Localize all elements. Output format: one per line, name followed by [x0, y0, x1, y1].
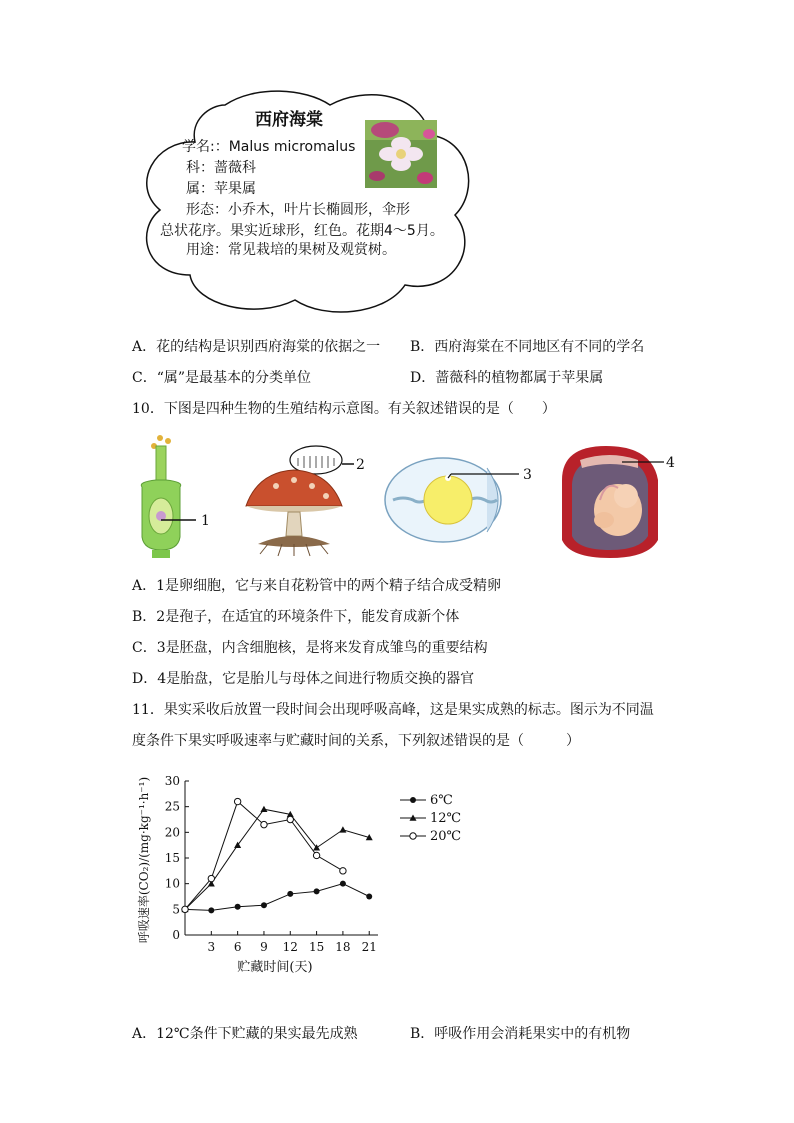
- data-point: [182, 906, 188, 912]
- card-morph-2: 总状花序。果实近球形，红色。花期4～5月。: [160, 223, 444, 239]
- legend-label: 12℃: [430, 811, 462, 826]
- x-tick-label: 21: [361, 940, 377, 954]
- legend-label: 20℃: [430, 829, 462, 844]
- y-tick-label: 30: [164, 774, 180, 788]
- chart-y-label: 呼吸速率(CO₂)/(mg·kg⁻¹·h⁻¹): [137, 776, 151, 944]
- data-point: [366, 894, 372, 900]
- card-genus: 属：苹果属: [186, 181, 256, 197]
- data-point: [261, 902, 267, 908]
- q10-option-b: B．2是孢子，在适宜的环境条件下，能发育成新个体: [132, 609, 460, 625]
- ovary-diagram: [130, 432, 220, 560]
- data-point: [208, 875, 214, 881]
- series-line: [185, 809, 369, 909]
- label-3: 3: [523, 467, 532, 483]
- q11-option-b: B．呼吸作用会消耗果实中的有机物: [410, 1026, 631, 1042]
- chart-x-label: 贮藏时间(天): [237, 960, 313, 975]
- series-2: [182, 798, 346, 912]
- y-tick-label: 15: [164, 851, 180, 865]
- y-tick-label: 20: [164, 825, 180, 840]
- card-morph-1: 形态：小乔木，叶片长椭圆形，伞形: [186, 202, 410, 218]
- label-2: 2: [356, 457, 365, 473]
- y-tick-label: 10: [164, 876, 180, 891]
- q9-option-a: A．花的结构是识别西府海棠的依据之一: [132, 339, 381, 355]
- data-point: [260, 806, 267, 812]
- q9-option-b: B．西府海棠在不同地区有不同的学名: [410, 339, 645, 355]
- x-tick-label: 15: [308, 940, 325, 954]
- data-point: [261, 821, 267, 827]
- data-point: [340, 868, 346, 874]
- data-point: [340, 881, 346, 887]
- egg-diagram: [383, 450, 538, 550]
- q9-option-d: D．蔷薇科的植物都属于苹果属: [410, 370, 604, 386]
- q10-stem: 10．下图是四种生物的生殖结构示意图。有关叙述错误的是（ ）: [132, 401, 556, 417]
- q10-option-a: A．1是卵细胞，它与来自花粉管中的两个精子结合成受精卵: [132, 578, 502, 594]
- x-tick-label: 18: [335, 940, 351, 954]
- respiration-chart: [130, 762, 470, 984]
- mushroom-diagram: [238, 440, 368, 558]
- data-point: [287, 816, 293, 822]
- data-point: [234, 798, 240, 804]
- legend-marker: [410, 833, 416, 839]
- data-point: [287, 891, 293, 897]
- card-family: 科：蔷薇科: [186, 160, 256, 176]
- label-4: 4: [666, 455, 675, 471]
- x-tick-label: 3: [207, 940, 216, 954]
- x-tick-label: 12: [282, 940, 298, 954]
- card-sci-name: 学名:：Malus micromalus: [182, 139, 356, 155]
- legend-marker: [410, 797, 416, 803]
- q11-option-a: A．12℃条件下贮藏的果实最先成熟: [132, 1026, 358, 1042]
- legend-label: 6℃: [430, 793, 453, 808]
- x-tick-label: 9: [260, 940, 268, 954]
- fetus-diagram: [556, 440, 686, 560]
- y-tick-label: 5: [172, 902, 180, 917]
- y-tick-label: 25: [164, 799, 180, 814]
- card-title: 西府海棠: [255, 110, 323, 130]
- data-point: [235, 904, 241, 910]
- q9-option-c: C．“属”是最基本的分类单位: [132, 370, 312, 386]
- y-tick-label: 0: [172, 928, 180, 942]
- q11-stem-line-1: 11．果实采收后放置一段时间会出现呼吸高峰，这是果实成熟的标志。图示为不同温: [132, 702, 654, 718]
- data-point: [339, 826, 346, 832]
- data-point: [313, 852, 319, 858]
- series-line: [185, 884, 369, 911]
- q10-option-d: D．4是胎盘，它是胎儿与母体之间进行物质交换的器官: [132, 671, 475, 687]
- q10-option-c: C．3是胚盘，内含细胞核，是将来发育成雏鸟的重要结构: [132, 640, 488, 656]
- data-point: [208, 907, 214, 913]
- data-point: [314, 888, 320, 894]
- flower-photo: [365, 120, 437, 188]
- x-tick-label: 6: [233, 940, 242, 954]
- q11-stem-line-2: 度条件下果实呼吸速率与贮藏时间的关系，下列叙述错误的是（ ）: [132, 733, 580, 749]
- card-use: 用途：常见栽培的果树及观赏树。: [186, 242, 396, 258]
- label-1: 1: [201, 513, 210, 529]
